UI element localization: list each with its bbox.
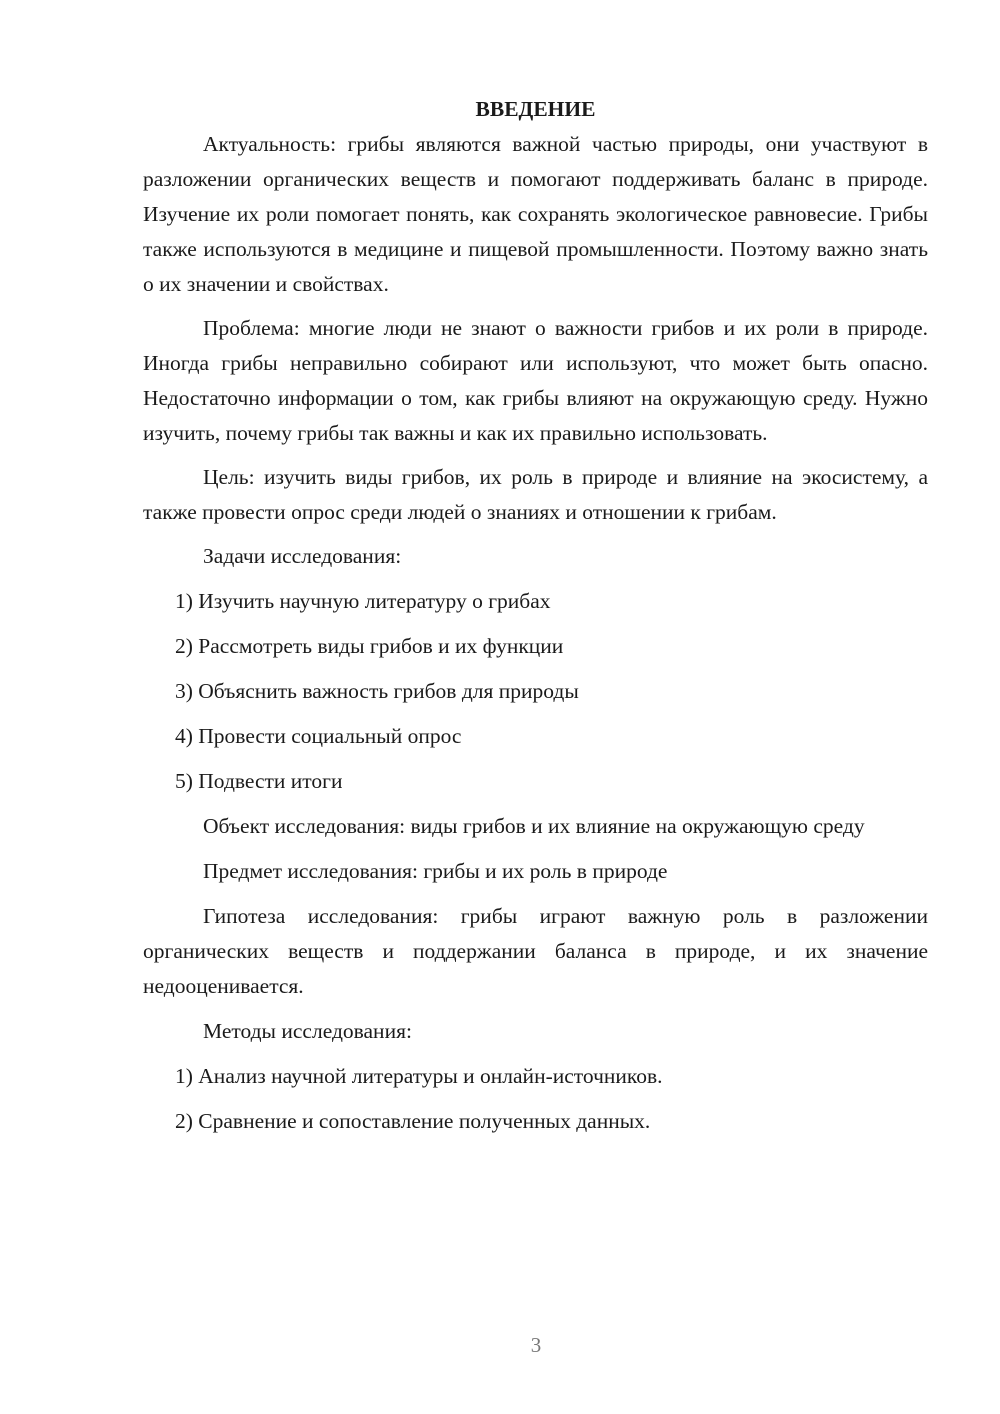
methods-title: Методы исследования: <box>203 1019 412 1043</box>
task-item-5: 5) Подвести итоги <box>175 769 343 793</box>
method-item-1: 1) Анализ научной литературы и онлайн-источников. <box>175 1064 663 1088</box>
problem-paragraph: Проблема: многие люди не знают о важности грибов и их роли в природе. Иногда грибы неправильно собирают или используют, что может быть опасно. Недостаточно информации о том, как грибы влияют на окружающую среду. Нужно изучить, почему грибы так важны и как их правильно использовать. <box>143 316 928 445</box>
method-item-2: 2) Сравнение и сопоставление полученных данных. <box>175 1109 651 1133</box>
relevance-paragraph: Актуальность: грибы являются важной частью природы, они участвуют в разложении органических веществ и помогают поддерживать баланс в природе. Изучение их роли помогает понять, как сохранять экологическое равновесие. Грибы также используются в медицине и пищевой промышленности. Поэтому важно знать о их значении и свойствах. <box>143 132 928 296</box>
subject-paragraph: Предмет исследования: грибы и их роль в природе <box>203 859 668 883</box>
tasks-list <box>143 584 928 799</box>
task-item-2: 2) Рассмотреть виды грибов и их функции <box>175 634 564 658</box>
methods-list <box>143 1059 928 1139</box>
page-number: 3 <box>530 1333 542 1357</box>
document-page <box>143 92 928 1139</box>
tasks-title: Задачи исследования: <box>203 544 402 568</box>
task-item-4: 4) Провести социальный опрос <box>175 724 462 748</box>
task-item-1: 1) Изучить научную литературу о грибах <box>175 589 551 613</box>
section-heading: ВВЕДЕНИЕ <box>475 97 596 121</box>
hypothesis-paragraph: Гипотеза исследования: грибы играют важную роль в разложении органических веществ и поддержании баланса в природе, и их значение недооценивается. <box>143 904 928 998</box>
object-paragraph: Объект исследования: виды грибов и их влияние на окружающую среду <box>203 814 865 838</box>
task-item-3: 3) Объяснить важность грибов для природы <box>175 679 579 703</box>
goal-paragraph: Цель: изучить виды грибов, их роль в природе и влияние на экосистему, а также провести опрос среди людей о знаниях и отношении к грибам. <box>143 465 928 524</box>
